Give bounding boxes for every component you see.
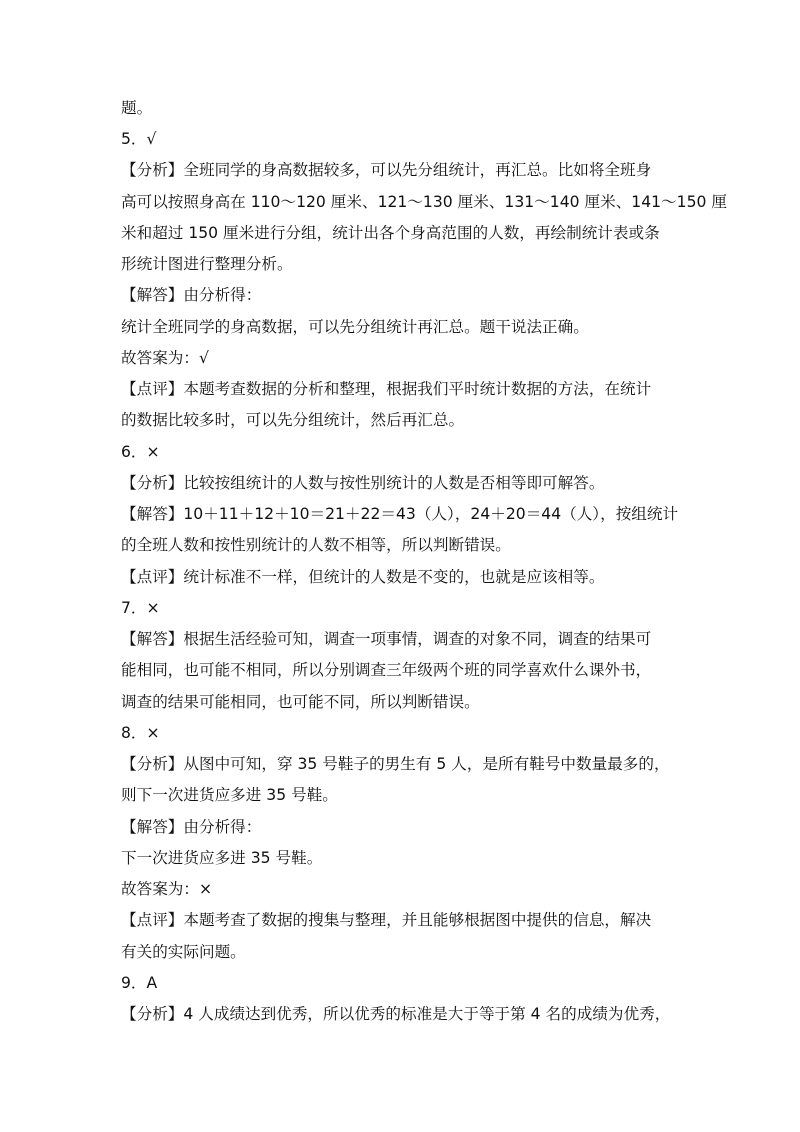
text-line: 的数据比较多时，可以先分组统计，然后再汇总。 [121, 411, 465, 429]
text-line: 调查的结果可能相同，也可能不同，所以判断错误。 [121, 693, 480, 711]
text-line: 【解答】由分析得： [121, 818, 262, 836]
text-line: 【解答】10＋11＋12＋10＝21＋22＝43（人），24＋20＝44（人），按组统计 [121, 505, 679, 523]
text-line: 【点评】本题考查数据的分析和整理，根据我们平时统计数据的方法，在统计 [121, 380, 652, 398]
question-number: 9．A [121, 974, 158, 992]
text-line: 【解答】由分析得： [121, 286, 262, 304]
text-line: 【点评】本题考查了数据的搜集与整理，并且能够根据图中提供的信息，解决 [121, 911, 652, 929]
text-line: 【分析】从图中可知，穿 35 号鞋子的男生有 5 人，是所有鞋号中数量最多的， [121, 755, 670, 773]
question-number: 6．× [121, 443, 160, 461]
question-number: 5．√ [121, 130, 157, 148]
text-line: 【分析】全班同学的身高数据较多，可以先分组统计，再汇总。比如将全班身 [121, 161, 652, 179]
text-line: 能相同，也可能不相同，所以分别调查三年级两个班的同学喜欢什么课外书， [121, 661, 652, 679]
text-line: 下一次进货应多进 35 号鞋。 [121, 849, 323, 867]
text-line: 则下一次进货应多进 35 号鞋。 [121, 786, 338, 804]
text-line: 题。 [121, 99, 153, 117]
text-line: 的全班人数和按性别统计的人数不相等，所以判断错误。 [121, 536, 511, 554]
text-line: 有关的实际问题。 [121, 943, 246, 961]
text-line: 高可以按照身高在 110～120 厘米、121～130 厘米、131～140 厘米、141～150 厘 [121, 193, 727, 211]
text-line: 【分析】比较按组统计的人数与按性别统计的人数是否相等即可解答。 [121, 474, 605, 492]
question-number: 8．× [121, 724, 160, 742]
text-line: 形统计图进行整理分析。 [121, 255, 293, 273]
text-line: 故答案为：√ [121, 349, 209, 367]
text-line: 统计全班同学的身高数据，可以先分组统计再汇总。题干说法正确。 [121, 318, 589, 336]
text-line: 故答案为：× [121, 880, 213, 898]
text-line: 【解答】根据生活经验可知，调查一项事情，调查的对象不同，调查的结果可 [121, 630, 652, 648]
text-line: 米和超过 150 厘米进行分组，统计出各个身高范围的人数，再绘制统计表或条 [121, 224, 660, 242]
question-number: 7．× [121, 599, 160, 617]
text-line: 【点评】统计标准不一样，但统计的人数是不变的，也就是应该相等。 [121, 568, 605, 586]
text-line: 【分析】4 人成绩达到优秀，所以优秀的标准是大于等于第 4 名的成绩为优秀， [121, 1005, 671, 1023]
